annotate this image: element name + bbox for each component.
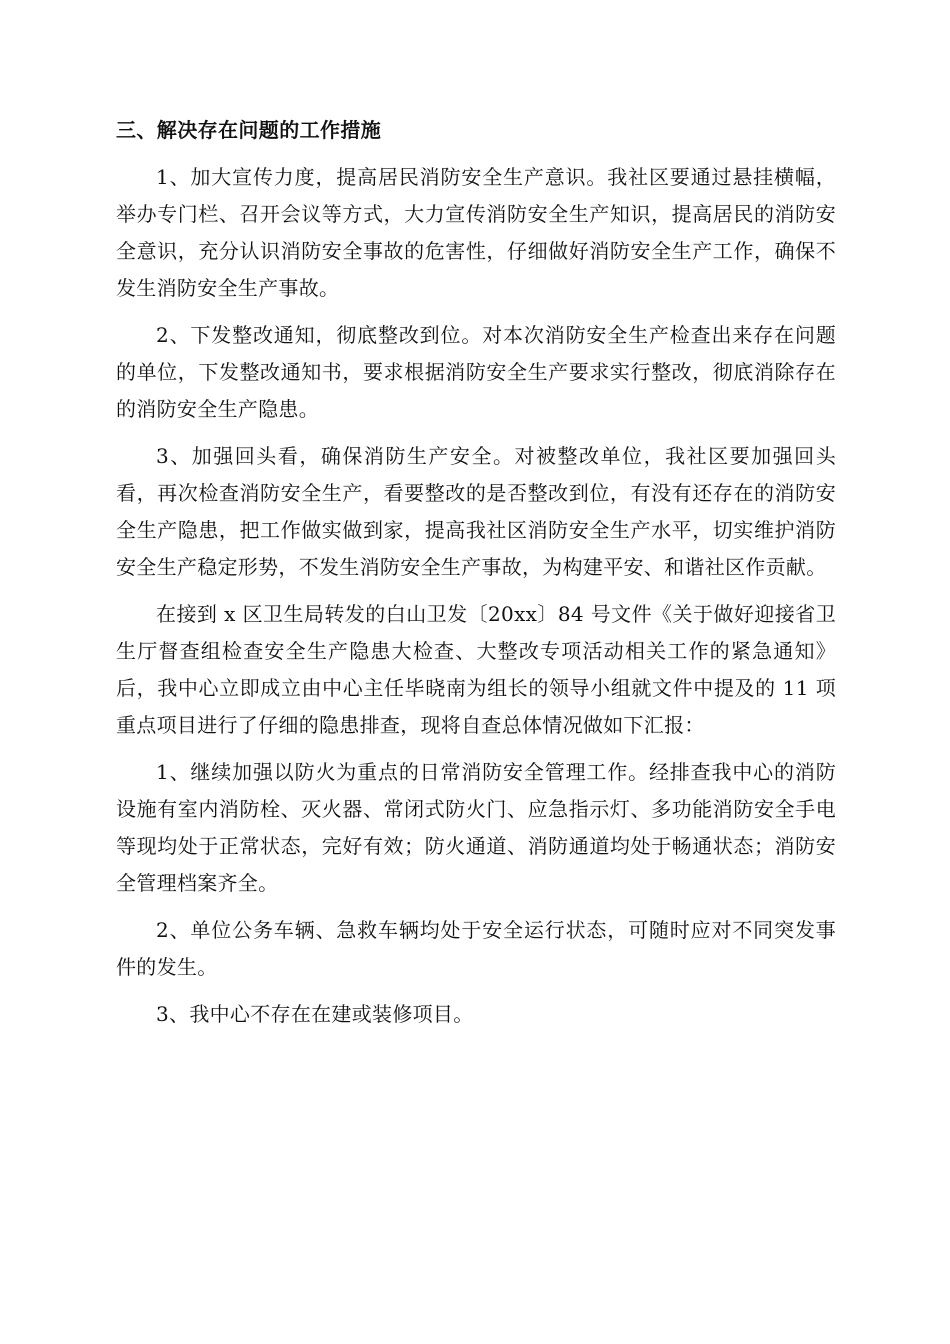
- document-body: [116, 112, 836, 1043]
- paragraph-report-intro: 在接到 x 区卫生局转发的白山卫发〔20xx〕84 号文件《关于做好迎接省卫生厅督查组检查安全生产隐患大检查、大整改专项活动相关工作的紧急通知》后，我中心立即成立由中心主任毕晓南为组长的领导小组就文件中提及的 11 项重点项目进行了仔细的隐患排查，现将自查总体情况做如下汇报：: [116, 602, 836, 737]
- paragraph-measure-2: 2、下发整改通知，彻底整改到位。对本次消防安全生产检查出来存在问题的单位，下发整改通知书，要求根据消防安全生产要求实行整改，彻底消除存在的消防安全生产隐患。: [116, 323, 836, 421]
- paragraph-report-item-3: 3、我中心不存在在建或装修项目。: [156, 1002, 474, 1026]
- paragraph-report-item-1: 1、继续加强以防火为重点的日常消防安全管理工作。经排查我中心的消防设施有室内消防栓、灭火器、常闭式防火门、应急指示灯、多功能消防安全手电等现均处于正常状态，完好有效；防火通道、消防通道均处于畅通状态；消防安全管理档案齐全。: [116, 760, 836, 895]
- section-heading: 三、解决存在问题的工作措施: [116, 118, 382, 142]
- paragraph-measure-1: 1、加大宣传力度，提高居民消防安全生产意识。我社区要通过悬挂横幅，举办专门栏、召开会议等方式，大力宣传消防安全生产知识，提高居民的消防安全意识，充分认识消防安全事故的危害性，仔细做好消防安全生产工作，确保不发生消防安全生产事故。: [116, 165, 836, 300]
- paragraph-measure-3: 3、加强回头看，确保消防生产安全。对被整改单位，我社区要加强回头看，再次检查消防安全生产，看要整改的是否整改到位，有没有还存在的消防安全生产隐患，把工作做实做到家，提高我社区消防安全生产水平，切实维护消防安全生产稳定形势，不发生消防安全生产事故，为构建平安、和谐社区作贡献。: [116, 444, 836, 579]
- paragraph-report-item-2: 2、单位公务车辆、急救车辆均处于安全运行状态，可随时应对不同突发事件的发生。: [116, 918, 836, 979]
